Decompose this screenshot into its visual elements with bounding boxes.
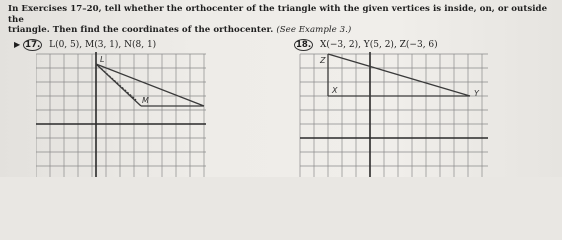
exercise-17 — [14, 40, 156, 50]
exercise-vertices: X(−3, 2), Y(5, 2), Z(−3, 6) — [319, 40, 438, 50]
exercise-number: 17. — [25, 40, 41, 50]
triangle-xyz — [328, 54, 470, 96]
axes — [36, 52, 206, 177]
instructions-line-2: triangle. Then find the coordinates of the orthocenter. — [8, 25, 274, 35]
vertex-label-l: L — [100, 55, 105, 64]
triangle-bullet-icon: ▶ — [14, 40, 21, 49]
grid-lines — [36, 54, 206, 177]
instructions-line-1: In Exercises 17–20, tell whether the orthocenter of the triangle with the given vertices is inside, on, or outside the — [8, 4, 548, 25]
triangle-lmn — [96, 64, 204, 106]
exercise-18 — [294, 40, 438, 50]
coordinate-grid-18 — [298, 52, 488, 177]
vertex-label-m: M — [142, 96, 149, 105]
coordinate-grid-17 — [36, 52, 206, 177]
vertex-label-y: Y — [474, 89, 479, 98]
exercise-number: 18. — [296, 40, 312, 50]
vertex-label-z: Z — [320, 56, 326, 65]
example-reference: (See Example 3.) — [276, 25, 352, 35]
vertex-label-x: X — [332, 86, 338, 95]
exercise-instructions — [8, 4, 548, 36]
exercise-vertices: L(0, 5), M(3, 1), N(8, 1) — [49, 40, 157, 50]
